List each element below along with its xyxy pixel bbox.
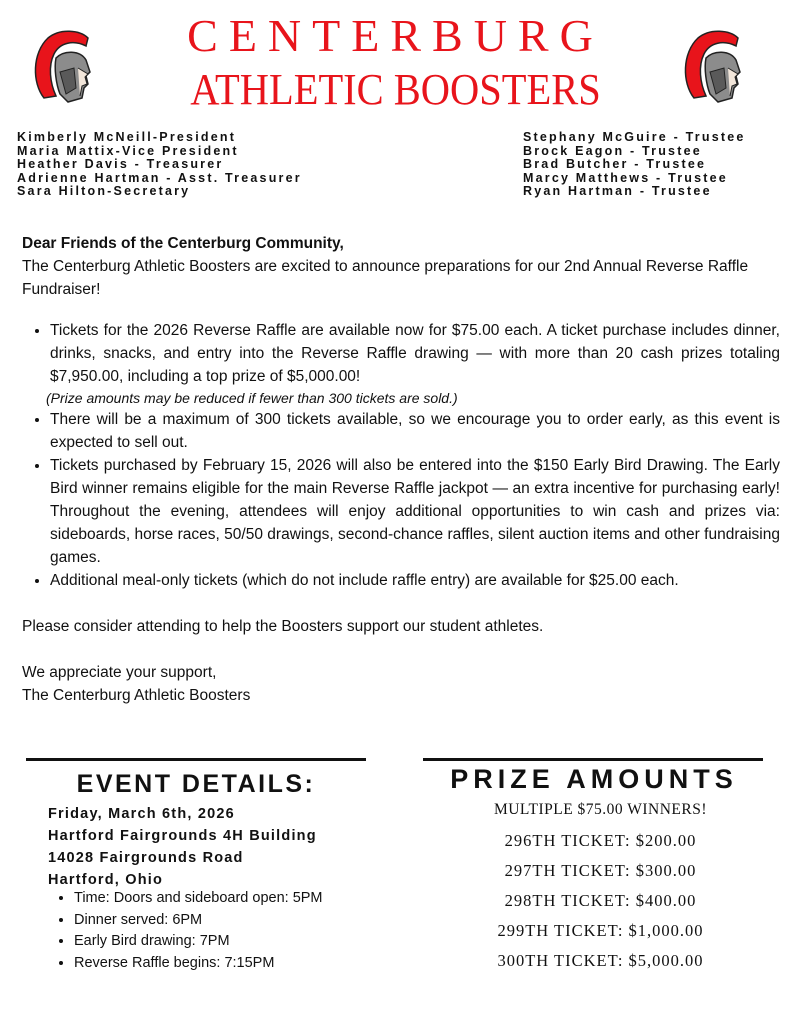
prize-divider xyxy=(423,758,763,761)
event-details-heading: EVENT DETAILS: xyxy=(76,770,316,798)
event-date: Friday, March 6th, 2026 xyxy=(48,806,235,822)
officer-entry: Maria Mattix-Vice President xyxy=(17,143,239,158)
org-title-line2: ATHLETIC BOOSTERS xyxy=(190,65,601,114)
raffle-info-item: • Tickets purchased by February 15, 2026 will also be entered into the $150 Early Bird Drawing. The Early Bird winner remains eligible for the main Reverse Raffle jackpot — an extra incentive for purchasing early! Throughout the evening, attendees will enjoy additional opportunities to win cash and prizes via: sideboards, horse races, 50/50 drawings, second-chance raffles, silent auction items and other fundraising games. xyxy=(50,454,780,569)
event-address: 14028 Fairgrounds Road xyxy=(48,850,244,866)
letter-intro: The Centerburg Athletic Boosters are excited to announce preparations for our 2nd Annual Reverse Raffle Fundraiser! xyxy=(22,258,749,298)
trustee-entry: Ryan Hartman - Trustee xyxy=(523,184,712,199)
prize-row: 297TH TICKET: $300.00 xyxy=(504,861,697,880)
schedule-item: • Time: Doors and sideboard open: 5PM xyxy=(74,888,323,910)
raffle-info-item: • There will be a maximum of 300 tickets available, so we encourage you to order early, as this event is expected to sell out. xyxy=(50,408,780,454)
officer-entry: Heather Davis - Treasurer xyxy=(17,157,224,172)
officers-list-left xyxy=(17,131,302,199)
event-info xyxy=(48,803,317,891)
trustee-entry: Marcy Matthews - Trustee xyxy=(523,170,728,185)
letter-closing-request: Please consider attending to help the Boosters support our student athletes. xyxy=(22,618,544,635)
trustee-entry: Stephany McGuire - Trustee xyxy=(523,130,746,144)
officers-list-right xyxy=(523,131,746,199)
officer-entry: Adrienne Hartman - Asst. Treasurer xyxy=(17,170,302,185)
schedule-item: • Dinner served: 6PM xyxy=(74,910,323,932)
prize-reduction-note: (Prize amounts may be reduced if fewer than 300 tickets are sold.) xyxy=(46,390,458,406)
prize-row: 298TH TICKET: $400.00 xyxy=(504,891,697,910)
schedule-item: • Reverse Raffle begins: 7:15PM xyxy=(74,953,323,975)
officer-entry: Sara Hilton-Secretary xyxy=(17,184,191,199)
letter-signature: The Centerburg Athletic Boosters xyxy=(22,687,251,704)
event-divider xyxy=(26,758,366,761)
letter-greeting: Dear Friends of the Centerburg Community, xyxy=(22,235,344,252)
prize-row: 300TH TICKET: $5,000.00 xyxy=(497,951,704,970)
prize-row: 299TH TICKET: $1,000.00 xyxy=(497,921,704,940)
prize-subheading: MULTIPLE $75.00 WINNERS! xyxy=(493,801,708,818)
schedule-item: • Early Bird drawing: 7PM xyxy=(74,931,323,953)
event-schedule xyxy=(48,888,323,974)
org-title-line1: CENTERBURG xyxy=(187,10,604,61)
event-city: Hartford, Ohio xyxy=(48,872,164,888)
prize-amounts-heading: PRIZE AMOUNTS xyxy=(450,764,738,794)
prize-list xyxy=(410,800,791,976)
event-venue: Hartford Fairgrounds 4H Building xyxy=(48,828,317,844)
raffle-info-item: • Tickets for the 2026 Reverse Raffle are available now for $75.00 each. A ticket purchase includes dinner, drinks, snacks, and entry into the Reverse Raffle drawing — with more than 20 cash prizes totaling $7,950.00, including a top prize of $5,000.00! (Prize amounts may be reduced if fewer than 300 tickets are sold.) xyxy=(50,319,780,408)
letter-signoff: We appreciate your support, xyxy=(22,664,217,681)
trustee-entry: Brad Butcher - Trustee xyxy=(523,157,707,172)
raffle-info-list xyxy=(22,319,780,592)
prize-row: 296TH TICKET: $200.00 xyxy=(504,831,697,850)
officer-entry: Kimberly McNeill-President xyxy=(17,130,237,144)
trustee-entry: Brock Eagon - Trustee xyxy=(523,143,702,158)
letter-body xyxy=(22,232,780,707)
raffle-info-item: • Additional meal-only tickets (which do not include raffle entry) are available for $25.00 each. xyxy=(50,569,780,592)
